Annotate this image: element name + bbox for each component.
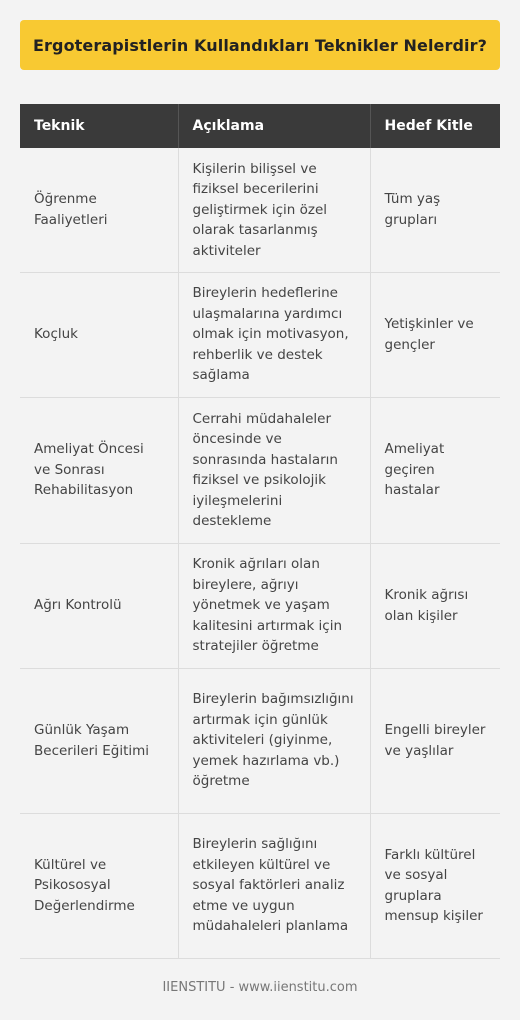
cell-hedef-kitle: Farklı kültürel ve sosyal gruplara mensup kişiler (370, 813, 500, 958)
cell-teknik: Öğrenme Faaliyetleri (20, 148, 178, 272)
cell-aciklama: Bireylerin sağlığını etkileyen kültürel ve sosyal faktörleri analiz etme ve uygun müdahaleleri planlama (178, 813, 370, 958)
header-aciklama: Açıklama (178, 104, 370, 148)
footer-credit: IIENSTITU - www.iienstitu.com (162, 980, 358, 995)
cell-hedef-kitle: Kronik ağrısı olan kişiler (370, 543, 500, 668)
cell-hedef-kitle: Ameliyat geçiren hastalar (370, 397, 500, 543)
cell-aciklama: Bireylerin bağımsızlığını artırmak için günlük aktiviteleri (giyinme, yemek hazırlama vb.) öğretme (178, 668, 370, 813)
cell-teknik: Ağrı Kontrolü (20, 543, 178, 668)
table-row (20, 397, 500, 543)
cell-aciklama: Kişilerin bilişsel ve fiziksel becerilerini geliştirmek için özel olarak tasarlanmış aktiviteler (178, 148, 370, 272)
cell-teknik: Günlük Yaşam Becerileri Eğitimi (20, 668, 178, 813)
cell-teknik: Koçluk (20, 272, 178, 397)
cell-aciklama: Cerrahi müdahaleler öncesinde ve sonrasında hastaların fiziksel ve psikolojik iyileşmelerini destekleme (178, 397, 370, 543)
cell-aciklama: Bireylerin hedeflerine ulaşmalarına yardımcı olmak için motivasyon, rehberlik ve destek sağlama (178, 272, 370, 397)
cell-aciklama: Kronik ağrıları olan bireylere, ağrıyı yönetmek ve yaşam kalitesini artırmak için stratejiler öğretme (178, 543, 370, 668)
title-banner (20, 20, 500, 70)
cell-hedef-kitle: Engelli bireyler ve yaşlılar (370, 668, 500, 813)
table-row (20, 813, 500, 958)
table-header-row (20, 104, 500, 148)
cell-hedef-kitle: Yetişkinler ve gençler (370, 272, 500, 397)
table-row (20, 272, 500, 397)
techniques-table (20, 104, 500, 959)
header-teknik: Teknik (34, 118, 85, 134)
table-row (20, 543, 500, 668)
cell-teknik: Ameliyat Öncesi ve Sonrası Rehabilitasyon (20, 397, 178, 543)
table-row (20, 148, 500, 272)
cell-hedef-kitle: Tüm yaş grupları (370, 148, 500, 272)
table-row (20, 668, 500, 813)
cell-teknik: Kültürel ve Psikososyal Değerlendirme (20, 813, 178, 958)
page-title: Ergoterapistlerin Kullandıkları Teknikler Nelerdir? (33, 35, 487, 55)
header-hedef-kitle: Hedef Kitle (370, 104, 500, 148)
